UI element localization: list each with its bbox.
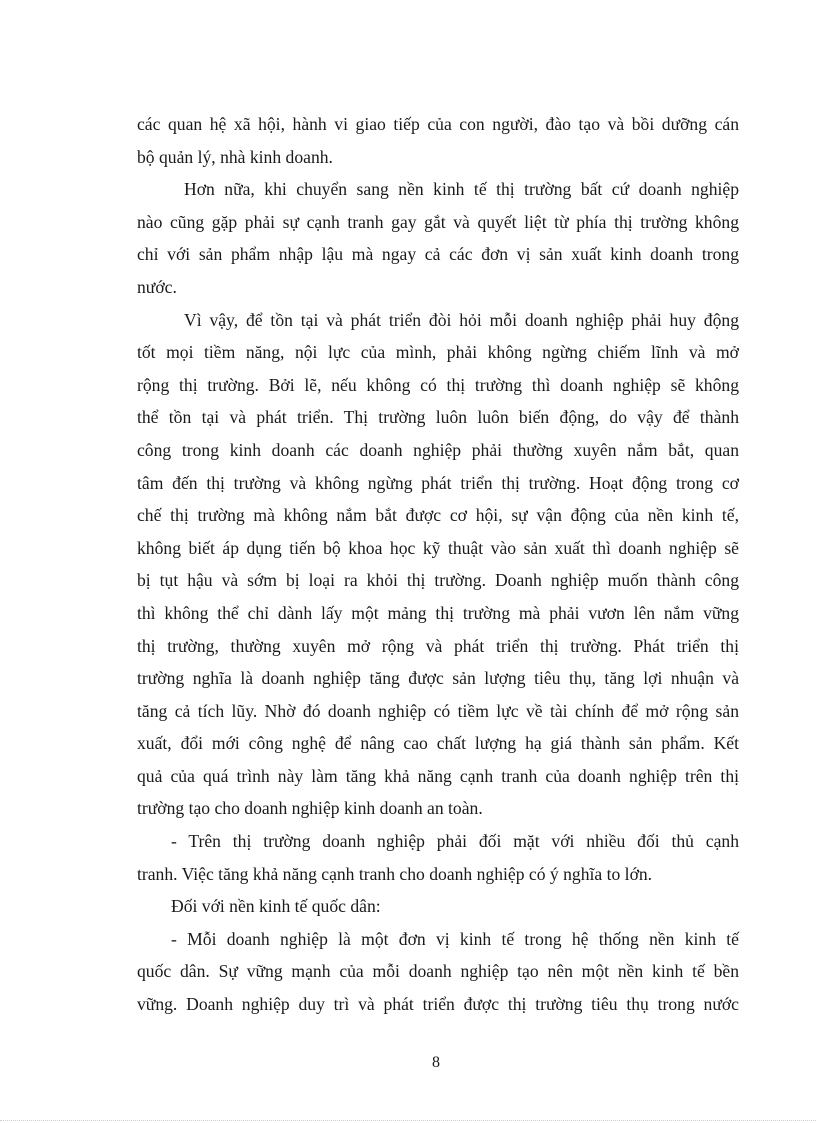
text-line: trường tạo cho doanh nghiệp kinh doanh an toàn. (137, 798, 483, 819)
text-line: tâm đến thị trường và không ngừng phát triển thị trường. Hoạt động trong cơ (137, 472, 739, 493)
text-line: nước. (137, 276, 177, 297)
text-line: rộng thị trường. Bởi lẽ, nếu không có thị trường thì doanh nghiệp sẽ không (137, 374, 739, 395)
text-line: tăng cả tích lũy. Nhờ đó doanh nghiệp có tiềm lực về tài chính để mở rộng sản (137, 700, 739, 721)
text-line: thể tồn tại và phát triển. Thị trường luôn luôn biến động, do vậy để thành (137, 407, 739, 428)
text-line: - Mỗi doanh nghiệp là một đơn vị kinh tế trong hệ thống nền kinh tế (171, 928, 739, 949)
text-line: - Trên thị trường doanh nghiệp phải đối mặt với nhiều đối thủ cạnh (171, 831, 739, 852)
text-line: thì không thể chỉ dành lấy một mảng thị trường mà phải vươn lên nắm vững (137, 602, 739, 623)
text-line: tốt mọi tiềm năng, nội lực của mình, phải không ngừng chiếm lĩnh và mở (137, 342, 739, 363)
page-body-text (137, 108, 739, 1021)
text-line: các quan hệ xã hội, hành vi giao tiếp của con người, đào tạo và bồi dưỡng cán (137, 114, 739, 134)
text-line: trường nghĩa là doanh nghiệp tăng được sản lượng tiêu thụ, tăng lợi nhuận và (137, 668, 739, 689)
text-line: bị tụt hậu và sớm bị loại ra khỏi thị trường. Doanh nghiệp muốn thành công (137, 570, 739, 591)
text-line: Vì vậy, để tồn tại và phát triển đòi hỏi mỗi doanh nghiệp phải huy động (184, 309, 739, 330)
page-bottom-border (0, 1120, 816, 1121)
text-line: quốc dân. Sự vững mạnh của mỗi doanh nghiệp tạo nên một nền kinh tế bền (137, 961, 739, 982)
text-line: xuất, đổi mới công nghệ để nâng cao chất lượng hạ giá thành sản phẩm. Kết (137, 733, 739, 754)
text-line: vững. Doanh nghiệp duy trì và phát triển được thị trường tiêu thụ trong nước (137, 994, 739, 1015)
text-line: chế thị trường mà không nắm bắt được cơ hội, sự vận động của nền kinh tế, (137, 505, 739, 526)
page-number: 8 (432, 1054, 440, 1071)
text-line: Đối với nền kinh tế quốc dân: (171, 896, 381, 917)
text-line: thị trường, thường xuyên mở rộng và phát triển thị trường. Phát triển thị (137, 635, 739, 656)
text-line: nào cũng gặp phải sự cạnh tranh gay gắt và quyết liệt từ phía thị trường không (137, 211, 739, 232)
text-line: chỉ với sản phẩm nhập lậu mà ngay cả các đơn vị sản xuất kinh doanh trong (137, 244, 739, 265)
text-line: tranh. Việc tăng khả năng cạnh tranh cho doanh nghiệp có ý nghĩa to lớn. (137, 863, 653, 884)
text-line: Hơn nữa, khi chuyển sang nền kinh tế thị trường bất cứ doanh nghiệp (184, 179, 739, 200)
text-line: không biết áp dụng tiến bộ khoa học kỹ thuật vào sản xuất thì doanh nghiệp sẽ (137, 537, 739, 558)
text-line: bộ quản lý, nhà kinh doanh. (137, 146, 333, 167)
text-line: công trong kinh doanh các doanh nghiệp phải thường xuyên nắm bắt, quan (137, 439, 739, 460)
text-line: quả của quá trình này làm tăng khả năng cạnh tranh của doanh nghiệp trên thị (137, 765, 739, 786)
